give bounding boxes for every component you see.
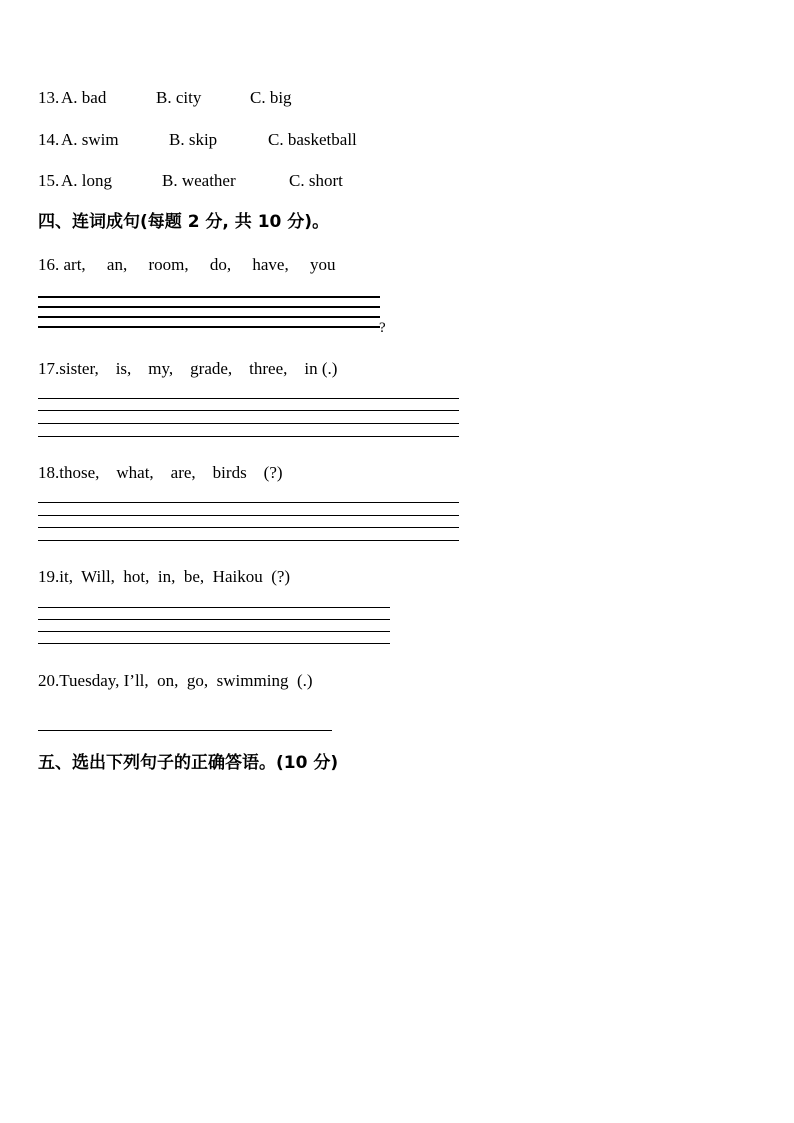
option-b: B. city [156,88,202,107]
answer-line [38,619,390,620]
question-19: 19.it, Will, hot, in, be, Haikou (?) [38,567,291,586]
question-18: 18.those, what, are, birds (?) [38,463,283,482]
option-c: C. big [250,88,292,107]
answer-line [38,316,380,318]
answer-line [38,527,459,528]
option-a: A. long [61,171,112,190]
answer-line [38,398,459,399]
option-a: A. swim [61,130,119,149]
answer-line [38,607,390,608]
answer-line [38,540,459,541]
section-heading: 五、选出下列句子的正确答语。(10 分) [38,753,339,773]
option-b: B. weather [162,171,236,190]
answer-line [38,326,380,328]
answer-line [38,515,459,516]
question-17: 17.sister, is, my, grade, three, in (.) [38,359,338,378]
section-heading: 四、连词成句(每题 2 分, 共 10 分)。 [38,212,330,232]
answer-line [38,631,390,632]
item-number: 15. [38,171,60,190]
answer-line [38,436,459,437]
option-a: A. bad [61,88,107,107]
answer-line [38,730,332,731]
question-16: 16. art, an, room, do, have, you [38,255,336,274]
item-number: 13. [38,88,60,107]
option-c: C. basketball [268,130,357,149]
answer-line [38,410,459,411]
question-20: 20.Tuesday, I’ll, on, go, swimming (.) [38,671,313,690]
answer-line [38,643,390,644]
question-mark: ? [379,320,386,336]
item-number: 14. [38,130,60,149]
answer-line [38,502,459,503]
answer-line [38,423,459,424]
answer-line [38,296,380,298]
answer-line [38,306,380,308]
option-c: C. short [289,171,343,190]
option-b: B. skip [169,130,218,149]
